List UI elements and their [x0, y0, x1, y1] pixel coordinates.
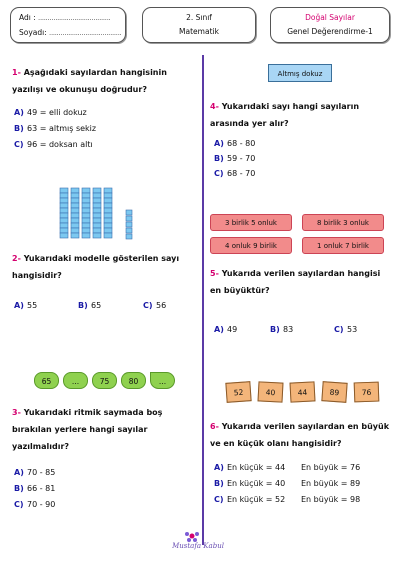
q3-option-b-letter: B)	[14, 484, 24, 493]
place-value-box-3: 4 onluk 9 birlik	[210, 237, 292, 254]
place-value-box-4: 1 onluk 7 birlik	[302, 237, 384, 254]
place-value-box-2: 8 birlik 3 onluk	[302, 214, 384, 231]
question-2-text-line1: Yukarıdaki modelle gösterilen sayı	[23, 254, 180, 263]
question-5	[210, 265, 395, 299]
q3-option-c-text: 70 - 90	[27, 500, 56, 509]
place-value-box-1: 3 birlik 5 onluk	[210, 214, 292, 231]
pattern-item-5: ...	[150, 372, 175, 389]
q6-option-a-smallest: En küçük = 44	[227, 463, 286, 472]
q1-option-b-letter: B)	[14, 124, 24, 133]
question-2-text-line2: hangisidir?	[12, 271, 62, 280]
question-5-text-line2: en büyüktür?	[210, 286, 270, 295]
q6-option-a-largest: En büyük = 76	[301, 463, 361, 472]
q4-option-b-letter: B)	[214, 154, 224, 163]
question-2-number: 2-	[12, 254, 21, 263]
q2-option-b-text: 65	[91, 301, 102, 310]
question-6-text-line2: ve en küçük olanı hangisidir?	[210, 439, 342, 448]
q3-option-b-text: 66 - 81	[27, 484, 56, 493]
topic-title: Doğal Sayılar	[305, 13, 355, 22]
q1-option-a-text: 49 = elli dokuz	[27, 108, 87, 117]
number-card-1: 52	[225, 381, 251, 403]
question-6-number: 6-	[210, 422, 219, 431]
q6-option-c[interactable]	[214, 493, 360, 506]
pattern-item-4: 80	[121, 372, 146, 389]
unit-cube	[126, 234, 132, 239]
name-label: Adı :	[19, 13, 36, 22]
question-1-number: 1-	[12, 68, 21, 77]
unit-cube	[126, 216, 132, 221]
q5-option-b[interactable]	[270, 323, 293, 336]
author-signature: Mustafa Kabul	[172, 542, 224, 550]
number-word-card: Altmış dokuz	[268, 64, 332, 82]
q4-option-c[interactable]	[214, 167, 255, 180]
q5-option-c-text: 53	[347, 325, 358, 334]
q6-option-c-letter: C)	[214, 495, 224, 504]
subject-label: Matematik	[179, 27, 219, 36]
q6-option-a[interactable]	[214, 461, 360, 474]
unit-cube	[126, 222, 132, 227]
pattern-item-3: 75	[92, 372, 117, 389]
q5-option-c[interactable]	[334, 323, 357, 336]
number-card-2: 40	[257, 381, 283, 402]
question-5-text-line1: Yukarıda verilen sayılardan hangisi	[221, 269, 381, 278]
question-4-text-line1: Yukarıdaki sayı hangi sayıların	[221, 102, 360, 111]
q4-option-a-text: 68 - 80	[227, 139, 256, 148]
name-box	[10, 7, 126, 43]
q4-option-c-text: 68 - 70	[227, 169, 256, 178]
q5-option-b-text: 83	[283, 325, 294, 334]
q6-option-b-letter: B)	[214, 479, 224, 488]
question-1-text-line1: Aşağıdaki sayılardan hangisinin	[23, 68, 167, 77]
question-3	[12, 404, 197, 455]
question-3-text-line1: Yukarıdaki ritmik saymada boş	[23, 408, 163, 417]
surname-label: Soyadı:	[19, 28, 47, 37]
q6-option-b-smallest: En küçük = 40	[227, 479, 286, 488]
q3-option-a-letter: A)	[14, 468, 24, 477]
q3-option-c-letter: C)	[14, 500, 24, 509]
q1-option-a[interactable]	[14, 106, 87, 119]
q1-option-c-text: 96 = doksan altı	[27, 140, 93, 149]
unit-cube	[126, 228, 132, 233]
q2-option-b-letter: B)	[78, 301, 88, 310]
question-4-text-line2: arasında yer alır?	[210, 119, 289, 128]
q4-option-a-letter: A)	[214, 139, 224, 148]
q5-option-a[interactable]	[214, 323, 237, 336]
question-3-text-line3: yazılmalıdır?	[12, 442, 70, 451]
q6-option-b[interactable]	[214, 477, 360, 490]
q3-option-a-text: 70 - 85	[27, 468, 56, 477]
question-6-text-line1: Yukarıda verilen sayılardan en büyük	[221, 422, 390, 431]
q3-option-b[interactable]	[14, 482, 55, 495]
q5-option-a-letter: A)	[214, 325, 224, 334]
pattern-item-1: 65	[34, 372, 59, 389]
q5-option-c-letter: C)	[334, 325, 344, 334]
unit-cube	[126, 210, 132, 215]
q2-option-a[interactable]	[14, 299, 37, 312]
q2-option-b[interactable]	[78, 299, 101, 312]
topic-box	[270, 7, 390, 43]
grade-label: 2. Sınıf	[186, 13, 212, 22]
tens-rod	[93, 188, 101, 238]
q2-option-c-letter: C)	[143, 301, 153, 310]
tens-rod	[82, 188, 90, 238]
q2-option-a-text: 55	[27, 301, 38, 310]
q6-option-c-smallest: En küçük = 52	[227, 495, 286, 504]
number-card-4: 89	[321, 381, 347, 403]
number-card-5: 76	[354, 382, 380, 403]
q2-option-a-letter: A)	[14, 301, 24, 310]
name-blank[interactable]: ......................................	[38, 15, 111, 22]
question-3-number: 3-	[12, 408, 21, 417]
question-3-text-line2: bırakılan yerlere hangi sayılar	[12, 425, 148, 434]
base-ten-model	[58, 187, 148, 242]
q4-option-b[interactable]	[214, 152, 255, 165]
q4-option-a[interactable]	[214, 137, 255, 150]
number-card-3: 44	[289, 381, 315, 402]
tens-rod	[60, 188, 68, 238]
q3-option-c[interactable]	[14, 498, 55, 511]
q1-option-b[interactable]	[14, 122, 96, 135]
q2-option-c[interactable]	[143, 299, 166, 312]
question-1	[12, 64, 197, 98]
question-1-text-line2: yazılışı ve okunuşu doğrudur?	[12, 85, 147, 94]
q1-option-b-text: 63 = altmış sekiz	[27, 124, 97, 133]
q6-option-b-largest: En büyük = 89	[301, 479, 361, 488]
q3-option-a[interactable]	[14, 466, 55, 479]
surname-blank[interactable]: ......................................	[49, 30, 122, 37]
pattern-item-2: ...	[63, 372, 88, 389]
tens-rod	[71, 188, 79, 238]
question-4	[210, 98, 395, 132]
question-6	[210, 418, 398, 452]
q1-option-c-letter: C)	[14, 140, 24, 149]
question-4-number: 4-	[210, 102, 219, 111]
q5-option-b-letter: B)	[270, 325, 280, 334]
q1-option-a-letter: A)	[14, 108, 24, 117]
column-divider	[202, 55, 204, 545]
q2-option-c-text: 56	[156, 301, 167, 310]
q6-option-a-letter: A)	[214, 463, 224, 472]
q5-option-a-text: 49	[227, 325, 238, 334]
topic-subtitle: Genel Değerendirme-1	[287, 27, 373, 36]
q1-option-c[interactable]	[14, 138, 93, 151]
q6-option-c-largest: En büyük = 98	[301, 495, 361, 504]
tens-rod	[104, 188, 112, 238]
class-box	[142, 7, 256, 43]
question-5-number: 5-	[210, 269, 219, 278]
question-2	[12, 250, 197, 284]
q4-option-c-letter: C)	[214, 169, 224, 178]
q4-option-b-text: 59 - 70	[227, 154, 256, 163]
